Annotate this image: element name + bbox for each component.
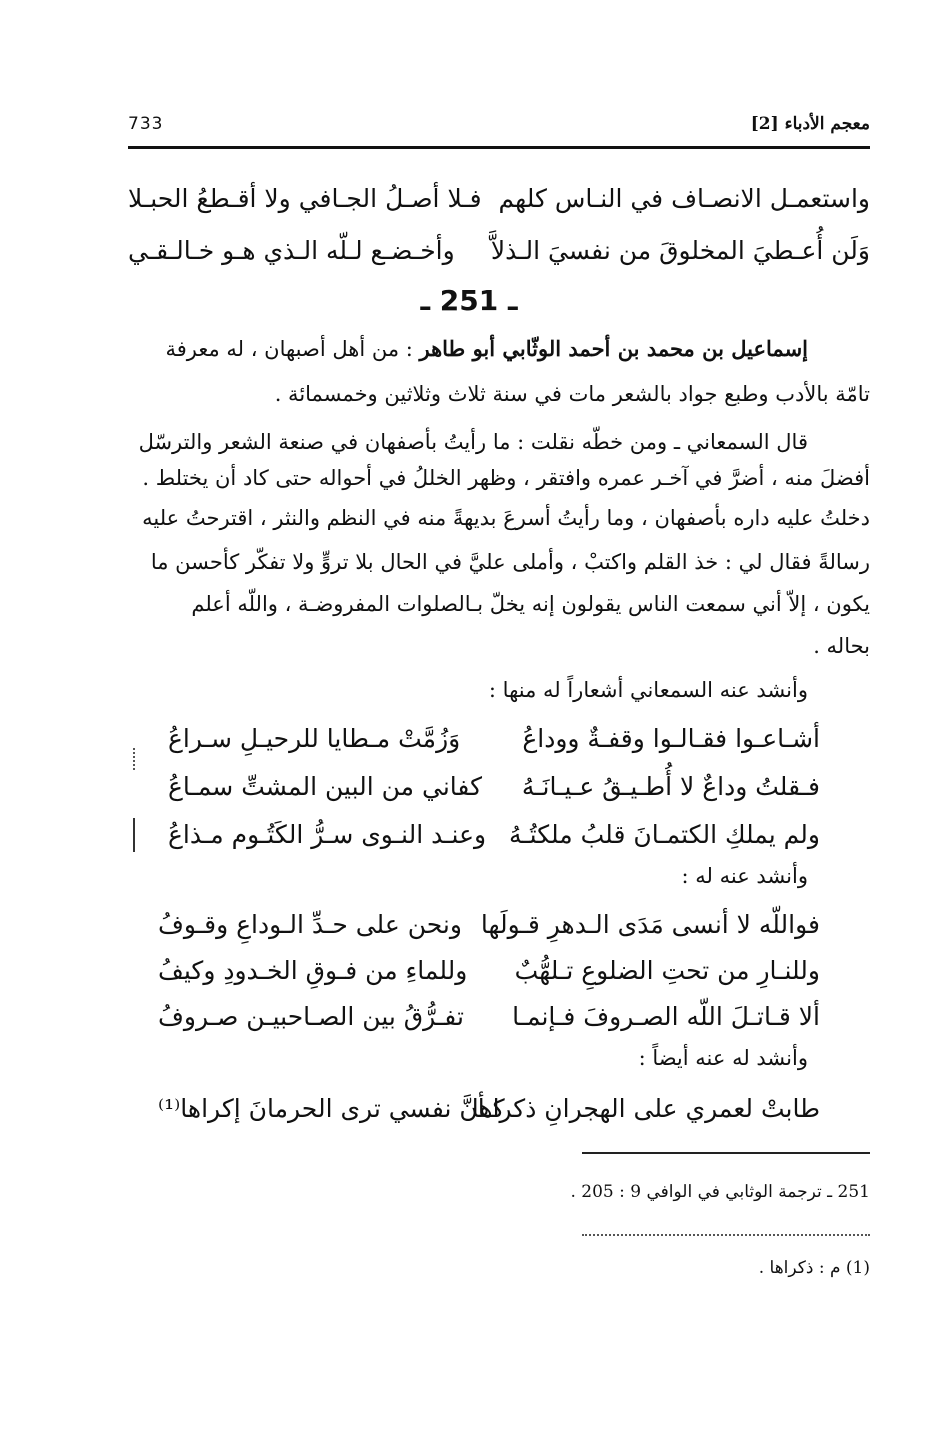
biography-line-5: دخلتُ عليه داره بأصفهان ، وما رأيتُ أسرعَ بديهةً منه في النظم والنثر ، اقترحتُ عليه (142, 506, 870, 530)
opening-verse-1-first-hemistich: واستعمـل الانصـاف في النـاس كلهم (498, 184, 870, 213)
poem-1-verse-3-first-hemistich: ولم يملكِ الكتمـانَ قلبُ ملكتُـهُ (508, 820, 820, 849)
biography-line-4: أفضلَ منه ، أضرَّ في آخـر عمره وافتقر ، وظهر الخللُ في أحواله حتى كاد أن يختلط . (142, 466, 870, 490)
poem-2-verse-3-second-hemistich: تفـرُّقُ بين الصـاحبيـن صـروفُ (158, 1002, 464, 1031)
margin-mark-dotted (133, 748, 137, 770)
biography-line-1-text: : من أهل أصبهان ، له معرفة (165, 337, 420, 361)
margin-mark-line (133, 818, 135, 852)
poem-2-intro: وأنشد عنه له : (681, 864, 808, 888)
poem-1-verse-2-second-hemistich: كفاني من البين المشتِّ سمـاعُ (168, 772, 482, 801)
running-header-title: معجم الأدباء [2] (750, 114, 870, 134)
entry-number: ـ 251 ـ (420, 284, 518, 317)
poem-1-intro: وأنشد عنه السمعاني أشعاراً له منها : (488, 678, 808, 702)
poem-2-verse-1-second-hemistich: ونحن على حـدِّ الـوداعِ وقـوفُ (158, 910, 462, 939)
biography-line-6: رسالةً فقال لي : خذ القلم واكتبْ ، وأملى عليَّ في الحال بلا تروٍّ ولا تفكّر كأحسن ما (150, 550, 870, 574)
header-rule (128, 146, 870, 149)
biography-line-2: تامّة بالأدب وطبع جواد بالشعر مات في سنة ثلاث وثلاثين وخمسمائة . (274, 382, 870, 406)
footnote-dotted-separator (582, 1234, 870, 1236)
poem-2-verse-1-first-hemistich: فواللّه لا أنسى مَدَى الـدهرِ قـولَها (480, 910, 820, 939)
biography-line-1 (165, 338, 808, 360)
poem-3-intro: وأنشد له عنه أيضاً : (638, 1046, 808, 1070)
poem-3-verse-1-first-hemistich: طابتْ لعمري على الهجرانِ ذكراها (471, 1094, 820, 1123)
biography-line-7: يكون ، إلاّ أني سمعت الناس يقولون إنه يخلّ بـالصلوات المفروضـة ، واللّه أعلم (191, 592, 870, 616)
page-number: 733 (128, 114, 164, 134)
poem-1-verse-2-first-hemistich: فـقلتُ وداعٌ لا أُطـيـقُ عـيـانَـهُ (521, 772, 820, 801)
biography-line-3: قال السمعاني ـ ومن خطّه نقلت : ما رأيتُ بأصفهان في صنعة الشعر والترسّل (138, 430, 808, 454)
biography-subject-name: إسماعيل بن محمد بن أحمد الوثّابي أبو طاهر (419, 336, 808, 361)
opening-verse-2-second-hemistich: وأخـضـع لـلّه الـذي هـو خـالـقـي (128, 236, 455, 265)
poem-3-verse-1-second-hemistich: كـأنَّ نفسي ترى الحرمانَ إكراها⁽¹⁾ (158, 1094, 505, 1123)
poem-1-verse-3-second-hemistich: وعنـد النـوى سـرُّ الكَتُـوم مـذاعُ (168, 820, 487, 849)
opening-verse-1-second-hemistich: فـلا أصـلُ الجـافي ولا أقـطعُ الحبـلا (128, 184, 482, 213)
poem-2-verse-2-second-hemistich: وللماءِ من فـوقِ الخـدودِ وكيفُ (158, 956, 468, 985)
poem-2-verse-3-first-hemistich: ألا قـاتـلَ اللّه الصـروفَ فـإنمـا (512, 1002, 820, 1031)
poem-1-verse-1-first-hemistich: أشـاعـوا فقـالـوا وقفـةٌ ووداعُ (522, 724, 820, 753)
opening-verse-2-first-hemistich: وَلَن أُعـطيَ المخلوقَ من نفسيَ الـذلاَّ (490, 236, 870, 265)
footnote-1: (1) م : ذكراها . (758, 1258, 870, 1278)
footnote-rule (582, 1152, 870, 1154)
poem-2-verse-2-first-hemistich: وللنـارِ من تحتِ الضلوعِ تـلهُّبٌ (514, 956, 820, 985)
biography-line-8: بحاله . (813, 634, 870, 658)
footnote-source: 251 ـ ترجمة الوثابي في الوافي 9 : 205 . (570, 1182, 870, 1202)
poem-1-verse-1-second-hemistich: وَزُمَّتْ مـطايا للرحيـلِ سـراعُ (168, 724, 461, 753)
